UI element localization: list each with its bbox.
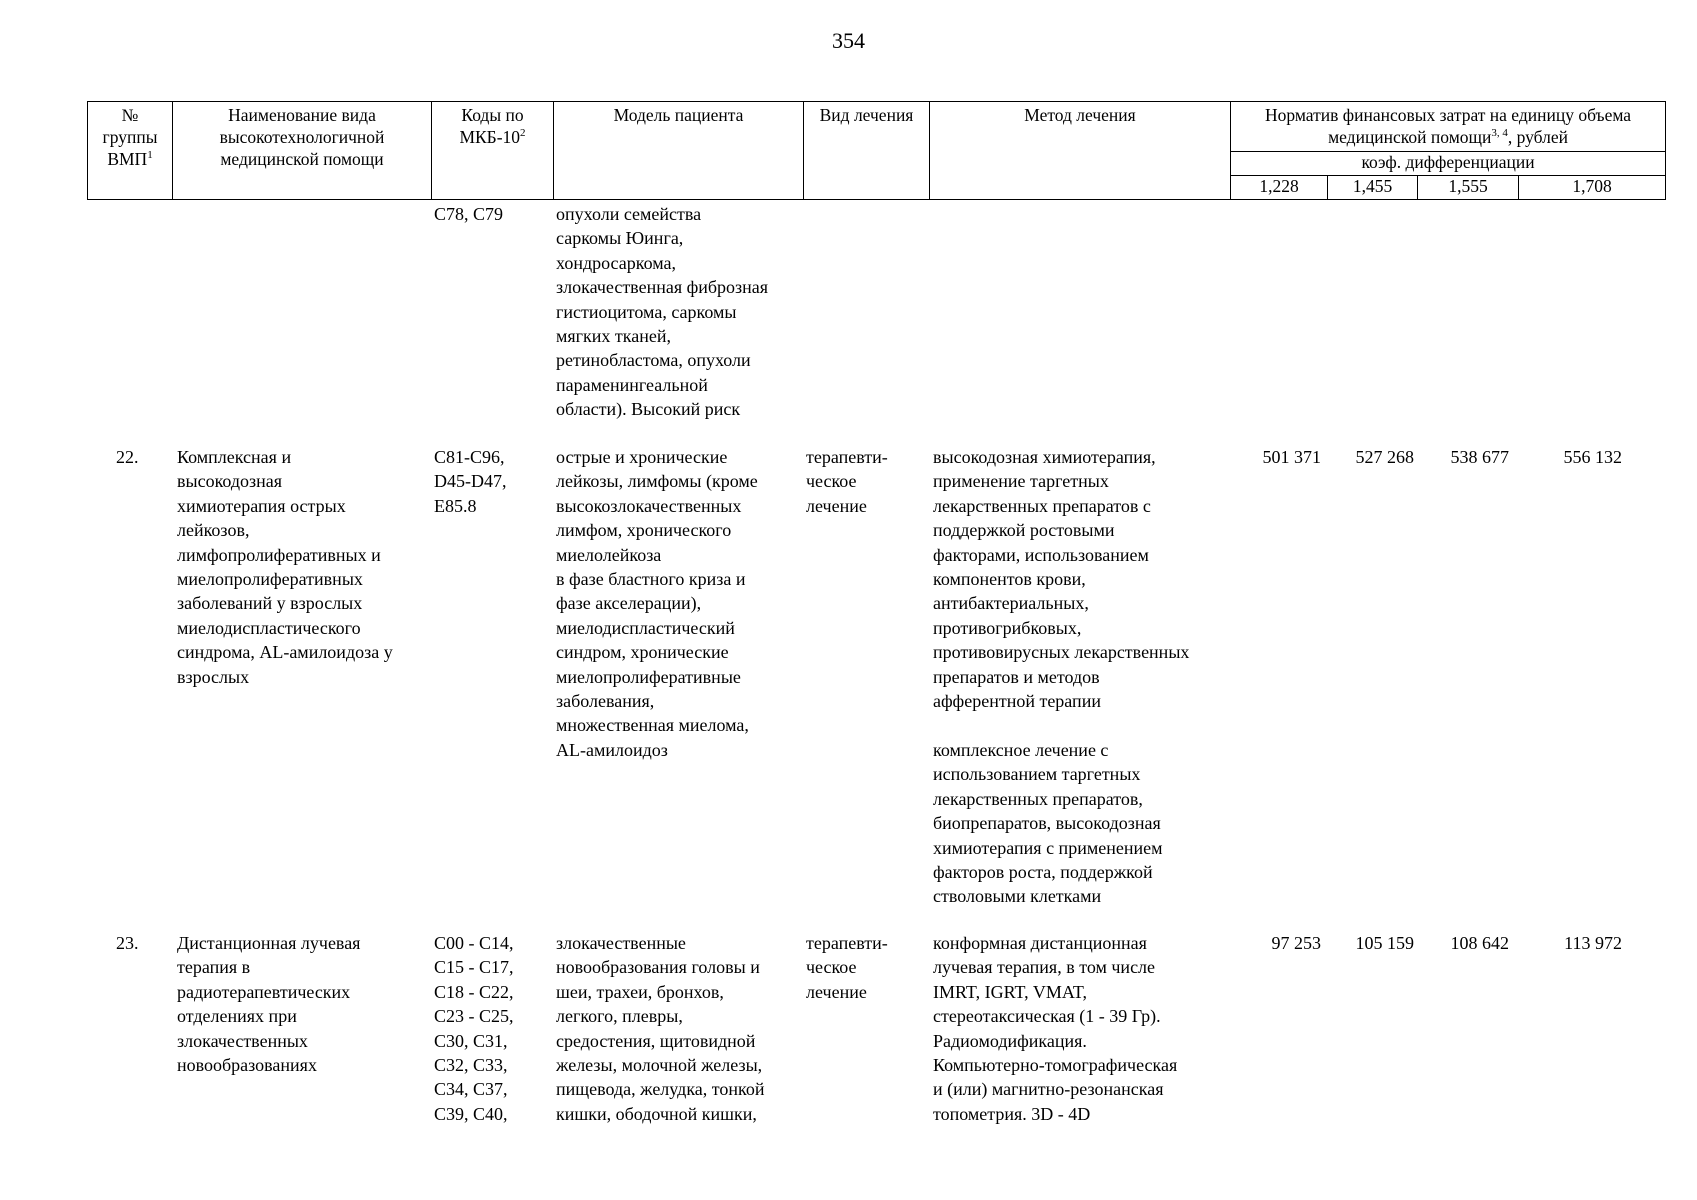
row23-cost-1228: 97 253 [1271,933,1321,953]
header-cost-norm: Норматив финансовых затрат на единицу объема медицинской помощи$^{3, 4}$, рублей [1231,102,1666,152]
row23-treatment-method: конформная дистанционная лучевая терапия, в том числе IMRT, IGRT, VMAT, стереотаксическая (1 - 39 Гр). Радиомодификация. Компьютерно-томографическая и (или) магнитно-резонанская топометрия. 3D - 4D [933,933,1178,1124]
cont-patient-model: опухоли семейства саркомы Юинга, хондросаркома, злокачественная фиброзная гистиоцитома, саркомы мягких тканей, ретинобластома, опухоли параменингеальной области). Высокий риск [556,204,769,420]
header-treatment-method: Метод лечения [930,102,1231,200]
header-coef-value: 1,555 [1418,176,1519,200]
header-coef-value: 1,228 [1231,176,1328,200]
row22-treatment-method-2: комплексное лечение с использованием таргетных лекарственных препаратов, биопрепаратов, высокодозная химиотерапия с применением факторов роста, поддержкой стволовыми клетками [933,740,1163,907]
row23-care-name: Дистанционная лучевая терапия в радиотерапевтических отделениях при злокачественных новообразованиях [177,933,361,1076]
row23-cost-1708: 113 972 [1564,933,1622,953]
header-treatment-type: Вид лечения [804,102,930,200]
row22-treatment-method-1: высокодозная химиотерапия, применение таргетных лекарственных препаратов с поддержкой ростовыми факторами, использованием компонентов крови, антибактериальных, противогрибковых, противовирусных лекарственных препаратов и методов афферентной терапии [933,447,1190,712]
row22-cost-1228: 501 371 [1262,447,1321,467]
table-header [87,101,1666,200]
row22-patient-model: острые и хронические лейкозы, лимфомы (кроме высокозлокачественных лимфом, хронического миелолейкоза в фазе бластного криза и фазе акселерации), миелодиспластический синдром, хронические миелопролиферативные заболевания, множественная миелома, AL-амилоидоз [556,447,758,760]
header-coefficient: коэф. дифференциации [1231,152,1666,176]
page-number: 354 [832,28,865,53]
row23-number: 23. [116,933,139,953]
header-care-name: Наименование вида высокотехнологичной медицинской помощи [173,102,432,200]
row23-cost-1555: 108 642 [1450,933,1509,953]
row23-treatment-type: терапевти- ческое лечение [806,933,888,1002]
header-coef-value: 1,708 [1519,176,1666,200]
row23-patient-model: злокачественные новообразования головы и шеи, трахеи, бронхов, легкого, плевры, средостения, щитовидной железы, молочной железы, пищевода, желудка, тонкой кишки, ободочной кишки, [556,933,765,1124]
row22-cost-1708: 556 132 [1563,447,1622,467]
row23-cost-1455: 105 159 [1355,933,1414,953]
row22-cost-1555: 538 677 [1450,447,1509,467]
header-coef-value: 1,455 [1328,176,1418,200]
header-group-number: № группы ВМП$^1$ [88,102,173,200]
header-icd-codes: Коды по МКБ-$10^2$ [432,102,554,200]
row22-number: 22. [116,447,139,467]
row22-cost-1455: 527 268 [1355,447,1414,467]
header-patient-model: Модель пациента [554,102,804,200]
row22-treatment-type: терапевти- ческое лечение [806,447,888,516]
cont-icd-codes: C78, C79 [434,204,504,224]
row22-care-name: Комплексная и высокодозная химиотерапия острых лейкозов, лимфопролиферативных и миелопролиферативных заболеваний у взрослых миелодиспластического синдрома, AL-амилоидоза у взрослых [177,447,393,687]
row23-icd-codes: C00 - C14, C15 - C17, C18 - C22, C23 - C25, C30, C31, C32, C33, C34, C37, C39, C40, [434,933,514,1124]
row22-icd-codes: C81-C96, D45-D47, E85.8 [434,447,507,516]
